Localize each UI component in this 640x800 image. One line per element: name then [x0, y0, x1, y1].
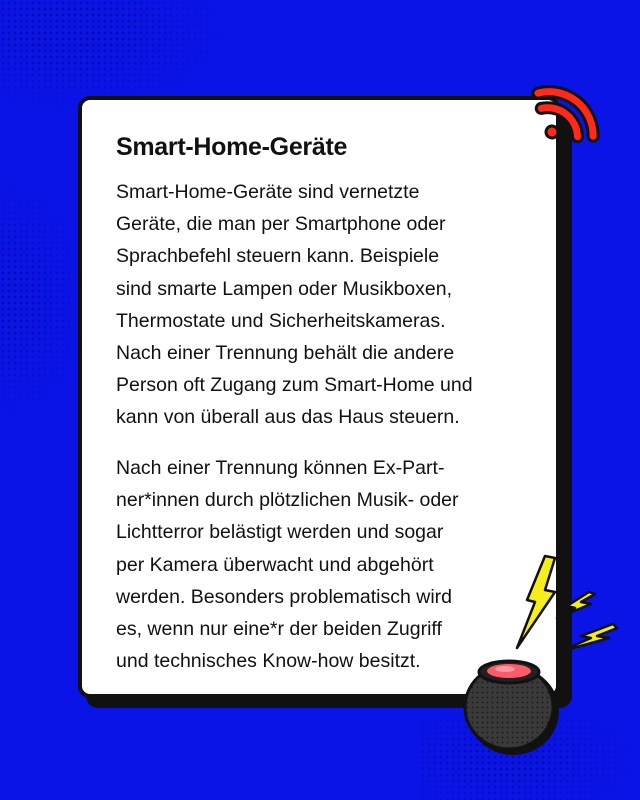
- paragraph-intro: [116, 176, 473, 434]
- halftone-texture: [0, 180, 90, 420]
- text-line: Geräte, die man per Smartphone oder: [116, 213, 446, 236]
- text-line: Thermostate und Sicherheitskameras.: [116, 309, 446, 332]
- text-line: Person oft Zugang zum Smart-Home und: [116, 374, 473, 397]
- text-line: ner*innen durch plötzlichen Musik- oder: [116, 489, 459, 512]
- text-line: Smart-Home-Geräte sind vernetzte: [116, 181, 420, 203]
- halftone-texture: [0, 0, 230, 110]
- text-line: sind smarte Lampen oder Musikboxen,: [116, 277, 453, 300]
- text-line: Lichtterror belästigt werden und sogar: [116, 521, 444, 544]
- text-line: werden. Besonders problematisch wird: [116, 585, 452, 608]
- text-line: es, wenn nur eine*r der beiden Zugriff: [116, 618, 442, 641]
- paragraph-risks: [116, 452, 459, 677]
- wifi-icon: [505, 70, 600, 150]
- text-line: und technisches Know-how besitzt.: [116, 650, 421, 673]
- lightning-bolt-icon: [505, 552, 625, 662]
- text-line: per Kamera überwacht und abgehört: [116, 553, 434, 576]
- smart-speaker-icon: [455, 655, 565, 760]
- text-line: kann von überall aus das Haus steuern.: [116, 406, 460, 429]
- text-line: Nach einer Trennung behält die andere: [116, 342, 455, 365]
- text-line: Sprachbefehl steuern kann. Beispiele: [116, 245, 440, 268]
- text-line: Nach einer Trennung können Ex-Part-: [116, 457, 445, 479]
- card-title: Smart-Home-Geräte: [116, 133, 348, 161]
